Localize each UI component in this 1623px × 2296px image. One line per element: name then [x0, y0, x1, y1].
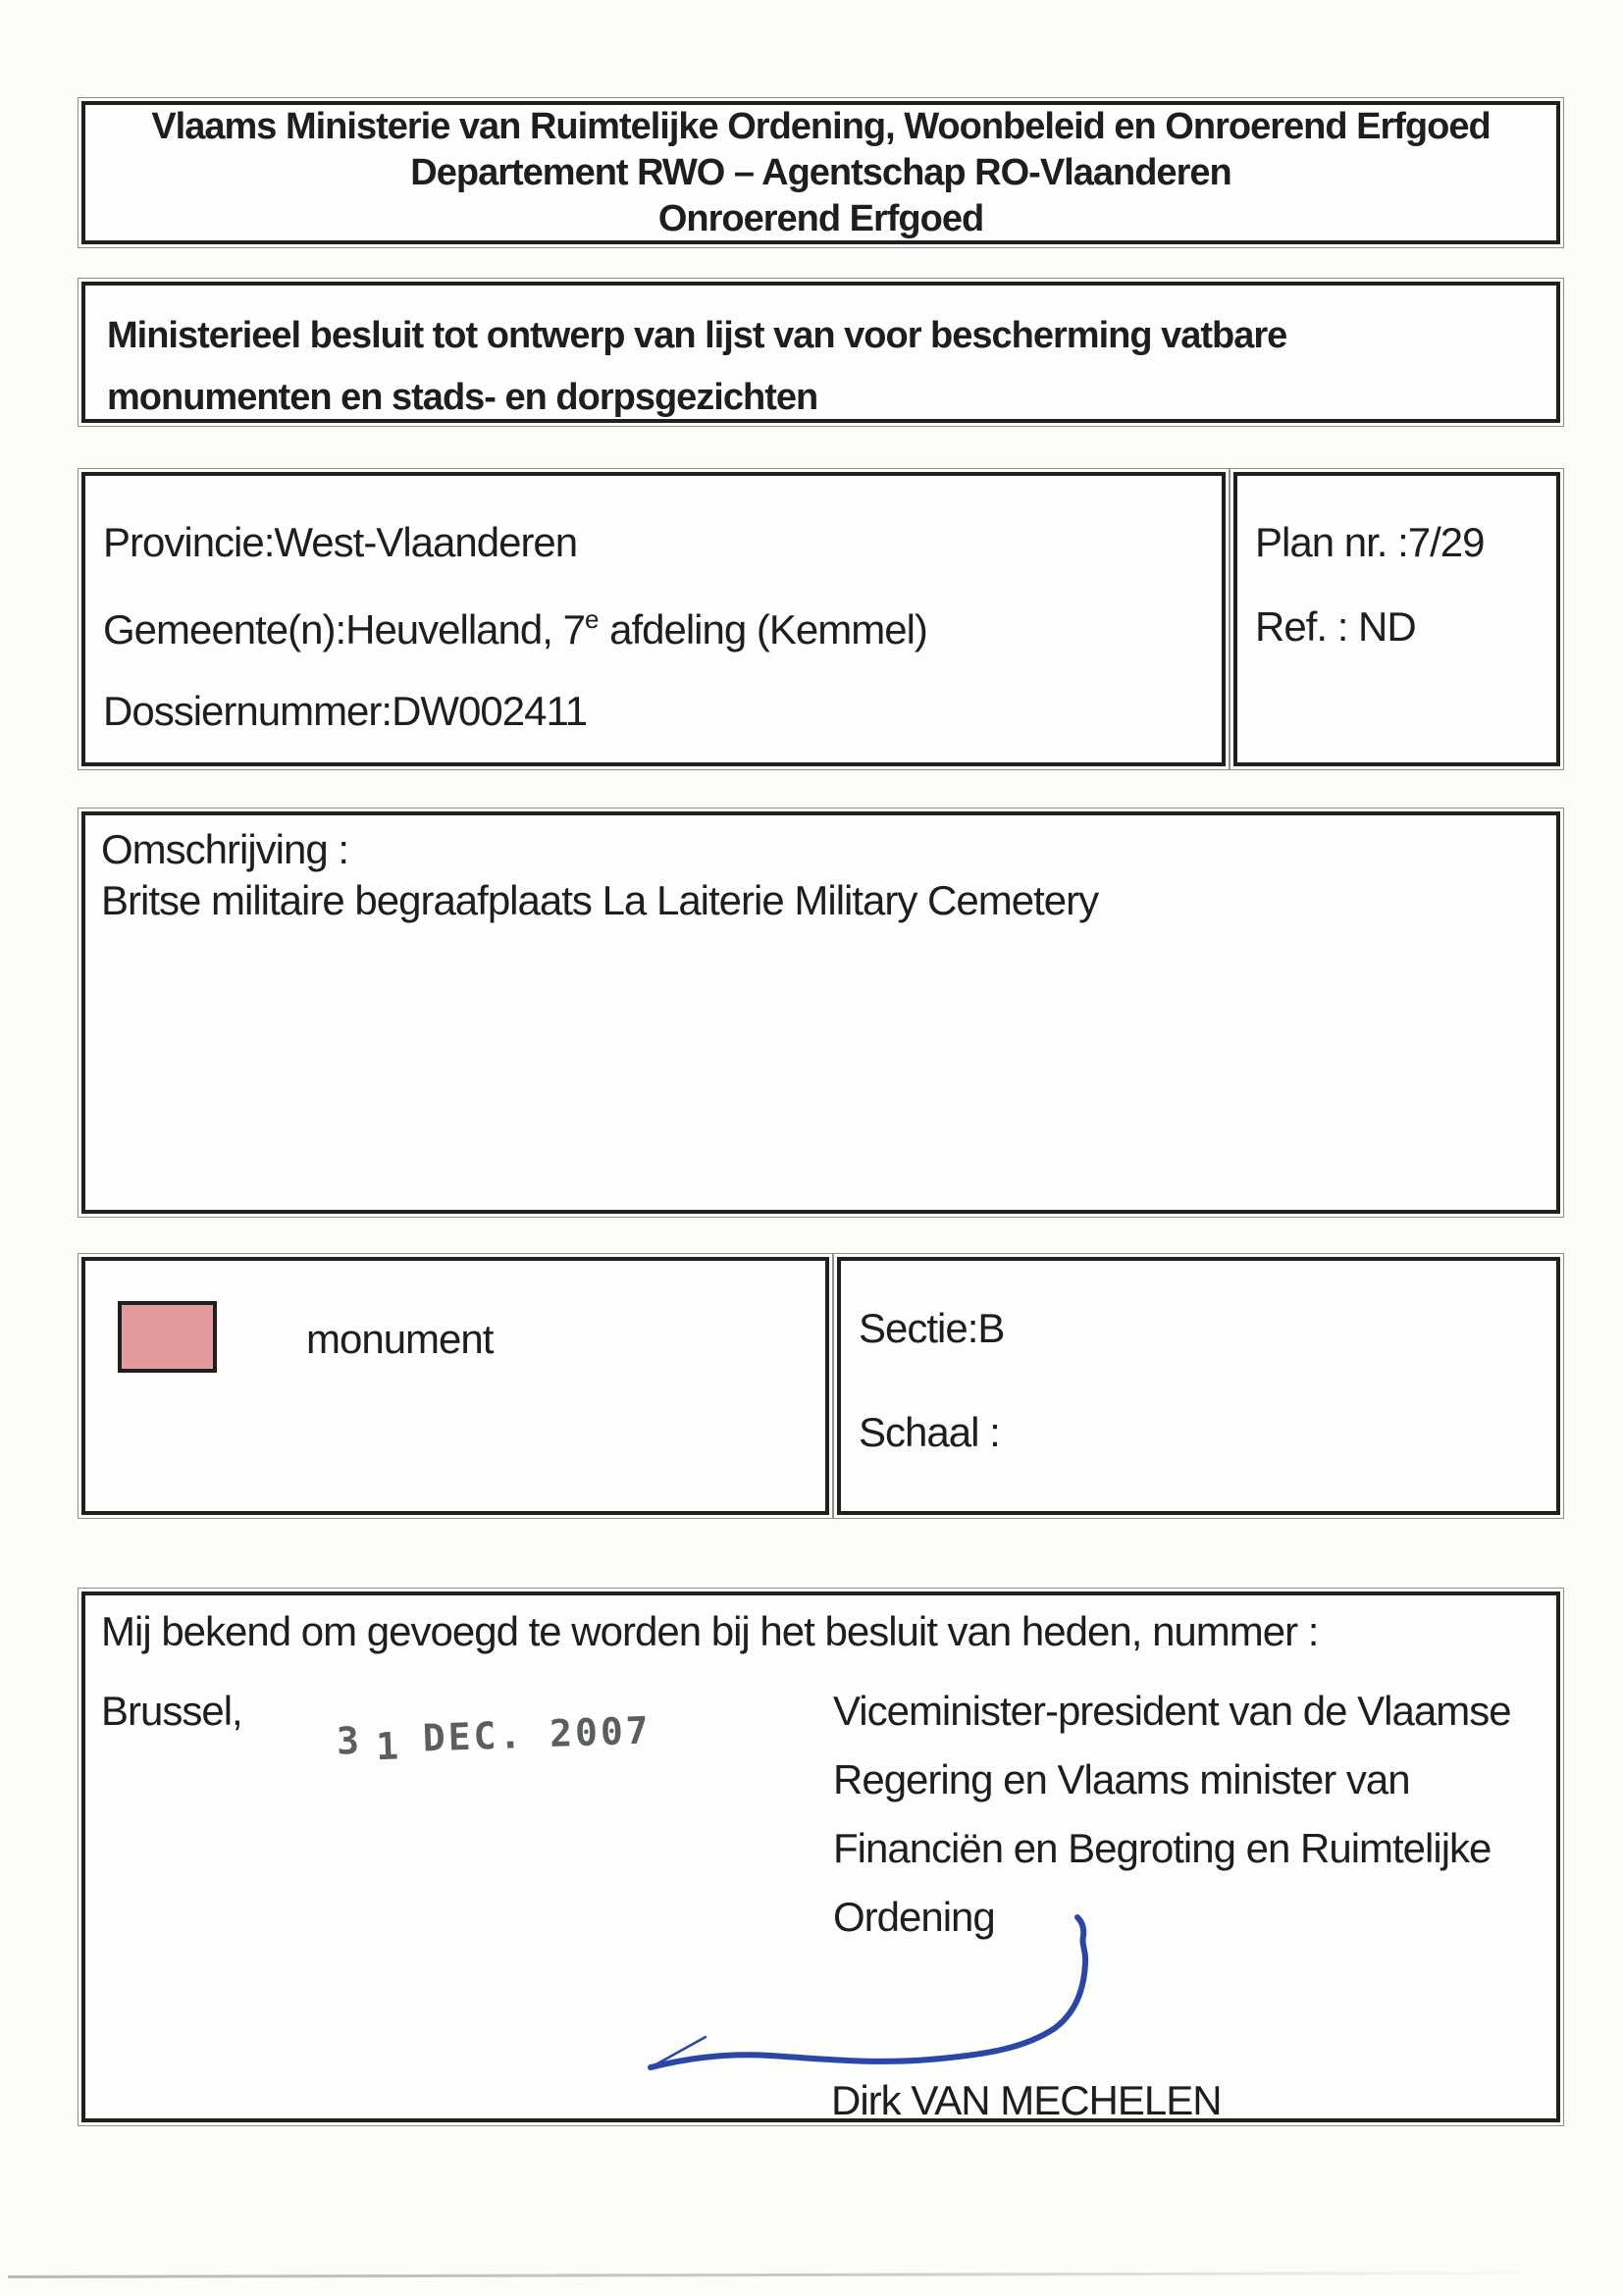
decree-title: Ministerieel besluit tot ontwerp van lijst van voor bescherming vatbare monumenten en stads- en dorpsgezichten [107, 315, 1287, 418]
legend-box [81, 1257, 829, 1515]
header-line-3: Onroerend Erfgoed [657, 197, 984, 239]
signature-flick-stroke [653, 2037, 706, 2066]
header-box [81, 101, 1560, 244]
sectie-schaal-box [837, 1257, 1560, 1515]
schaal-line: Schaal : [859, 1409, 1000, 1455]
omschrijving-value: Britse militaire begraafplaats La Laiterie Military Cemetery [101, 877, 1099, 923]
header-line-2: Departement RWO – Agentschap RO-Vlaanderen [410, 151, 1231, 193]
sectie-line: Sectie:B [859, 1305, 1005, 1351]
closing-box [81, 1592, 1560, 2122]
header-line-1: Vlaams Ministerie van Ruimtelijke Ordening, Woonbeleid en Onroerend Erfgoed [151, 105, 1491, 147]
plan-nr-line: Plan nr. :7/29 [1255, 519, 1485, 565]
dossiernummer-line: Dossiernummer:DW002411 [103, 688, 588, 734]
provincie-line: Provincie:West-Vlaanderen [103, 519, 578, 565]
scan-artifact-line [8, 2271, 1550, 2278]
omschrijving-box [81, 811, 1560, 1214]
place-label: Brussel, [101, 1688, 242, 1734]
monument-label: monument [306, 1316, 494, 1362]
minister-title: Viceminister-president van de Vlaamse Regering en Vlaams minister van Financiën en Begroting en Ruimtelijke Ordening [833, 1688, 1511, 1940]
omschrijving-label: Omschrijving : [101, 826, 349, 872]
gemeente-prefix: Gemeente(n):Heuvelland, 7 [103, 606, 585, 652]
date-stamp [336, 1708, 653, 1769]
stamp-digit-2: 1 [375, 1724, 402, 1769]
decree-title-box [81, 282, 1560, 423]
ref-line: Ref. : ND [1255, 603, 1416, 650]
signer-name: Dirk VAN MECHELEN [831, 2077, 1222, 2123]
plan-ref-box [1233, 472, 1560, 766]
stamp-date-text: DEC. 2007 [422, 1708, 653, 1760]
gemeente-line [103, 606, 927, 651]
monument-color-swatch [118, 1301, 217, 1373]
dossier-info-box [81, 472, 1226, 766]
closing-intro: Mij bekend om gevoegd te worden bij het besluit van heden, nummer : [101, 1608, 1319, 1654]
stamp-digit-1: 3 [336, 1718, 363, 1763]
gemeente-suffix: afdeling (Kemmel) [599, 606, 927, 652]
gemeente-superscript: e [584, 604, 600, 634]
